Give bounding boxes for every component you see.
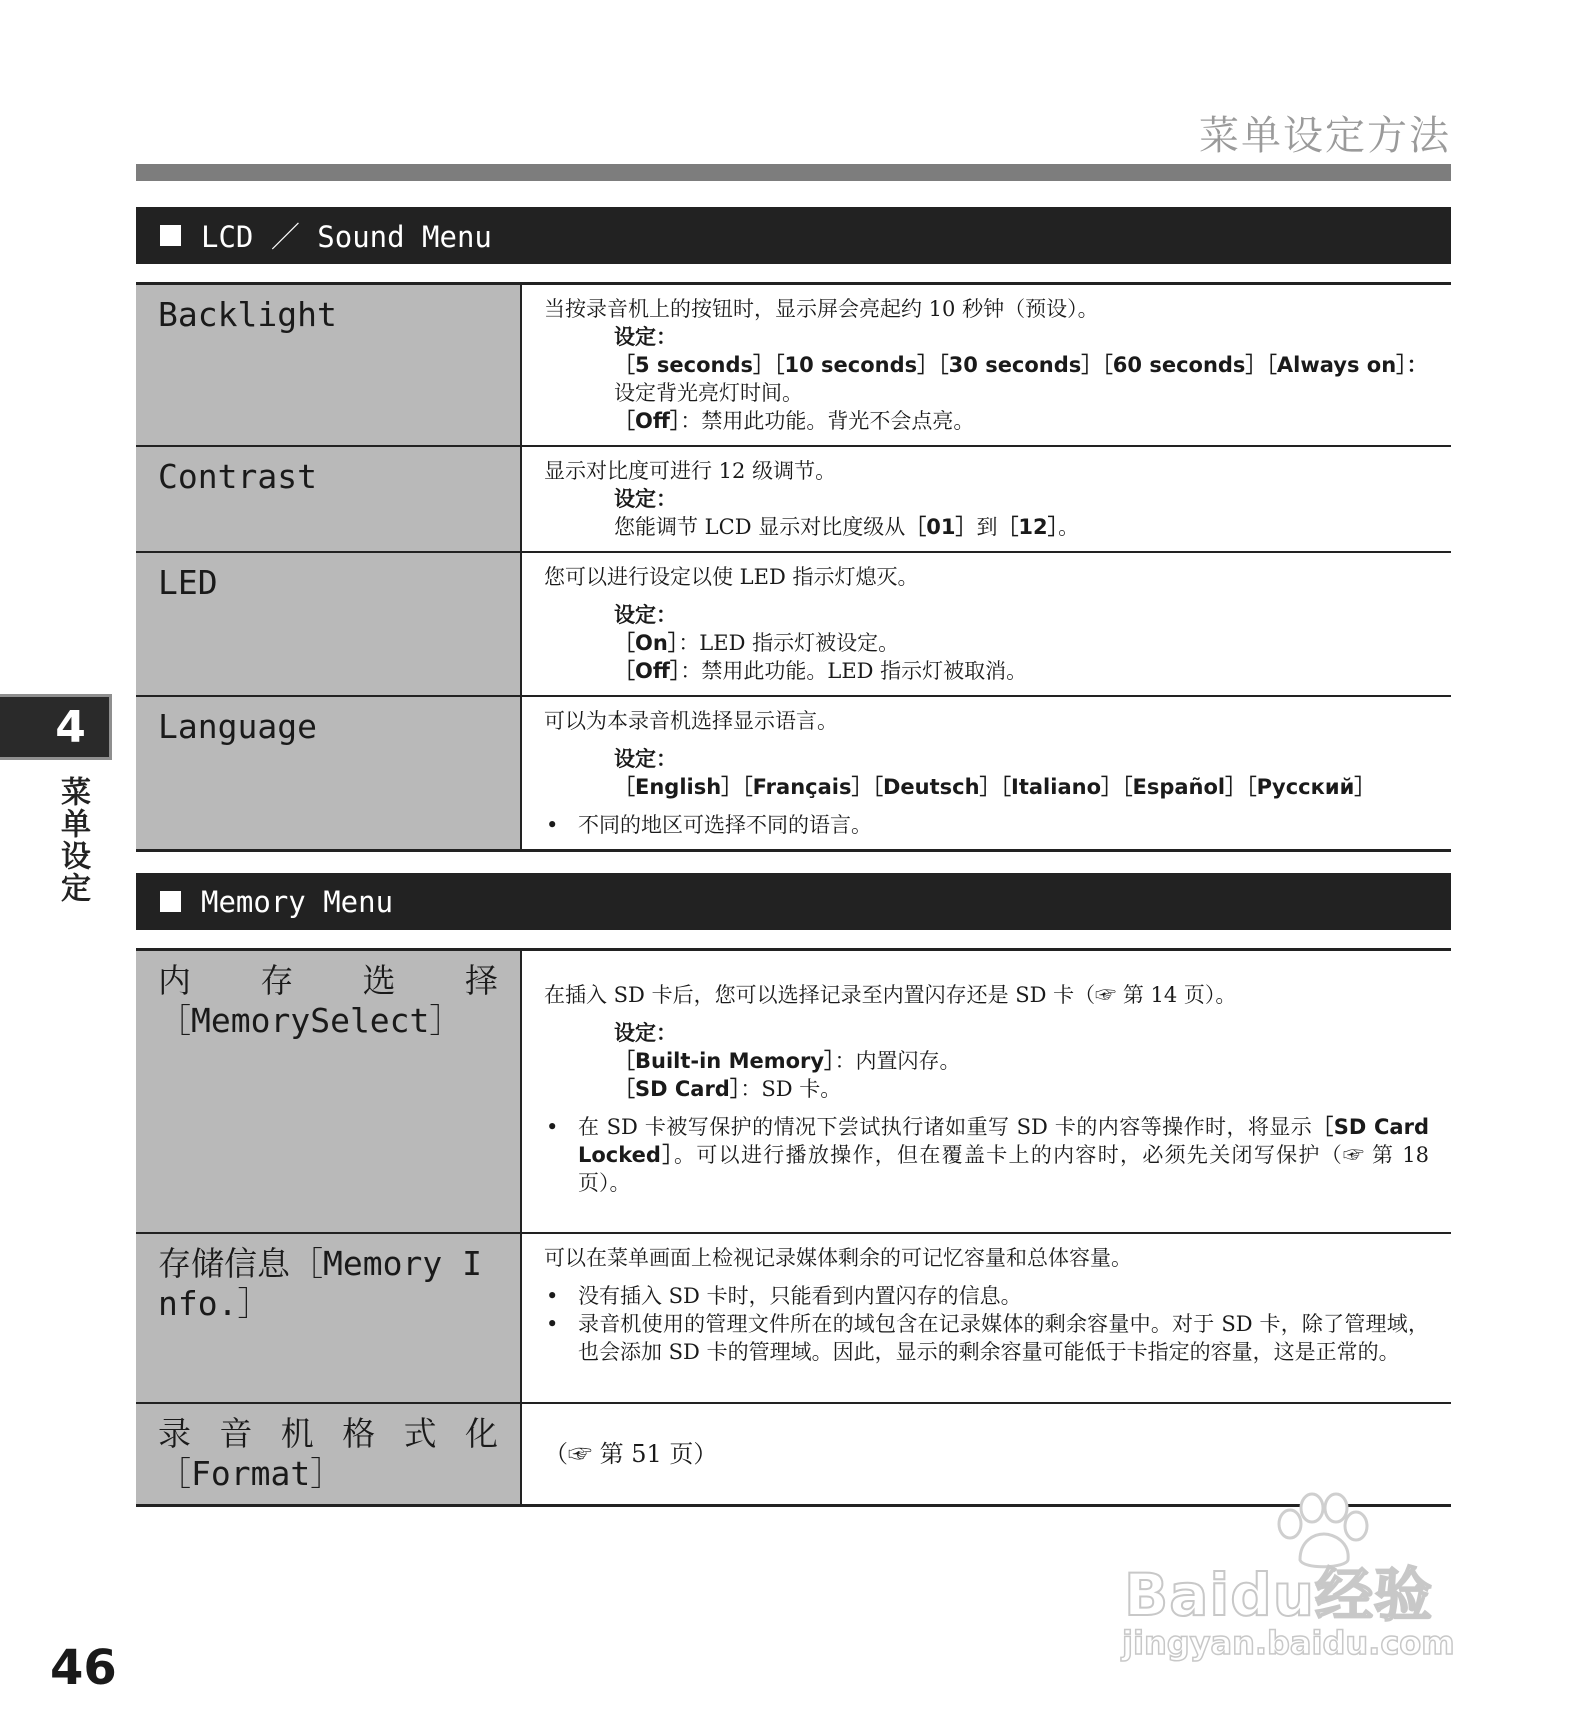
setting-label: 设定：	[614, 603, 677, 627]
memory-select-description	[521, 950, 1451, 1233]
language-description	[521, 696, 1451, 851]
memory-info-note-1: • 没有插入 SD 卡时，只能看到内置闪存的信息。	[544, 1282, 1429, 1310]
led-description	[521, 552, 1451, 696]
desc-prefix: 您能调节 LCD 显示对比度级从	[614, 515, 906, 539]
page-reference: （☞ 第 51 页）	[544, 1439, 718, 1468]
off-option: ［Off］	[614, 409, 681, 433]
menu-item-format	[136, 1403, 521, 1506]
menu-item-backlight: Backlight	[136, 284, 521, 447]
table-row	[136, 950, 1451, 1233]
label-line-2: ［MemorySelect］	[158, 1001, 463, 1040]
setting-label: 设定：	[614, 747, 677, 771]
intro-text: 可以为本录音机选择显示语言。	[544, 709, 838, 733]
contrast-description	[521, 446, 1451, 552]
table-row	[136, 1233, 1451, 1403]
builtin-memory-option: ［Built-in Memory］	[614, 1049, 835, 1073]
intro-text: 显示对比度可进行 12 级调节。	[544, 459, 837, 483]
chapter-number: 4	[55, 701, 86, 753]
table-row	[136, 284, 1451, 447]
off-option: ［Off］	[614, 659, 681, 683]
sd-card-locked-text: ［SD Card Locked］	[578, 1115, 1429, 1167]
page-number: 46	[50, 1640, 117, 1696]
menu-item-language: Language	[136, 696, 521, 851]
table-row	[136, 696, 1451, 851]
menu-item-memory-info: 存储信息［Memory Info.］	[136, 1233, 521, 1403]
setting-label: 设定：	[614, 1021, 677, 1045]
desc-mid: 到	[976, 515, 998, 539]
label-line-1: 录 音 机 格 式 化	[158, 1413, 498, 1453]
square-icon	[160, 225, 181, 246]
section-header-memory	[136, 873, 1451, 930]
menu-item-memory-select	[136, 950, 521, 1233]
section-title: LCD ／ Sound Menu	[201, 220, 492, 254]
intro-text: 在插入 SD 卡后，您可以选择记录至内置闪存还是 SD 卡（☞ 第 14 页）。	[544, 983, 1237, 1007]
backlight-description	[521, 284, 1451, 447]
page-header-title: 菜单设定方法	[1199, 113, 1451, 159]
memory-info-note-2: • 录音机使用的管理文件所在的域包含在记录媒体的剩余容量中。对于 SD 卡，除了管理域，也会添加 SD 卡的管理域。因此，显示的剩余容量可能低于卡指定的容量，这是正常的。	[544, 1310, 1429, 1366]
intro-text: 可以在菜单画面上检视记录媒体剩余的可记忆容量和总体容量。	[544, 1245, 1132, 1270]
watermark-brand: Baidu经验	[1124, 1561, 1434, 1629]
memory-info-description	[521, 1233, 1451, 1403]
menu-item-contrast: Contrast	[136, 446, 521, 552]
on-option-line	[614, 629, 1429, 657]
setting-label: 设定：	[614, 487, 677, 511]
table-row	[136, 552, 1451, 696]
intro-text: 当按录音机上的按钮时，显示屏会亮起约 10 秒钟（预设）。	[544, 297, 1099, 321]
sd-card-option: ［SD Card］	[614, 1077, 741, 1101]
square-icon	[160, 891, 181, 912]
baidu-watermark	[1120, 1490, 1500, 1670]
min-value: ［01］	[905, 515, 977, 539]
options-line: ［5 seconds］［10 seconds］［30 seconds］［60 seconds］［Always on］：	[614, 353, 1428, 377]
watermark-url: jingyan.baidu.com	[1122, 1624, 1455, 1662]
header-rule	[136, 164, 1451, 181]
chapter-title: 菜单设定	[55, 776, 90, 904]
label-line-1: 内 存 选 择	[158, 961, 498, 1000]
lcd-sound-menu-table	[136, 282, 1451, 852]
on-option: ［On］	[614, 631, 679, 655]
max-value: ［12］	[997, 515, 1059, 539]
language-note: • 不同的地区可选择不同的语言。	[544, 811, 1429, 839]
memory-menu-table	[136, 948, 1451, 1507]
off-option-line	[614, 657, 1429, 685]
sd-card-desc: ：SD 卡。	[740, 1077, 842, 1101]
note-suffix: 。可以进行播放操作，但在覆盖卡上的内容时，必须先关闭写保护（☞ 第 18 页）。	[578, 1143, 1430, 1195]
options-description: 设定背光亮灯时间。	[614, 381, 803, 405]
sdcard-option-line	[614, 1075, 1429, 1103]
chapter-tab	[0, 694, 112, 760]
builtin-option-line	[614, 1047, 1429, 1075]
off-description: ：禁用此功能。背光不会点亮。	[680, 409, 975, 433]
off-option-line	[614, 407, 1429, 435]
desc-suffix: 。	[1058, 515, 1080, 539]
language-options: ［English］［Français］［Deutsch］［Italiano］［Español］［Русский］	[614, 775, 1376, 799]
menu-item-led: LED	[136, 552, 521, 696]
contrast-range-line	[614, 513, 1429, 541]
note-prefix: 在 SD 卡被写保护的情况下尝试执行诸如重写 SD 卡的内容等操作时，将显示	[578, 1115, 1313, 1139]
intro-text: 您可以进行设定以使 LED 指示灯熄灭。	[544, 565, 919, 589]
section-header-lcd-sound	[136, 207, 1451, 264]
builtin-memory-desc: ：内置闪存。	[834, 1049, 961, 1073]
on-description: ：LED 指示灯被设定。	[678, 631, 900, 655]
section-title: Memory Menu	[201, 884, 394, 919]
label-line-2: ［Format］	[158, 1453, 344, 1493]
off-description: ：禁用此功能。LED 指示灯被取消。	[680, 659, 1028, 683]
table-row	[136, 446, 1451, 552]
memory-select-note	[544, 1113, 1429, 1197]
setting-label: 设定：	[614, 325, 677, 349]
